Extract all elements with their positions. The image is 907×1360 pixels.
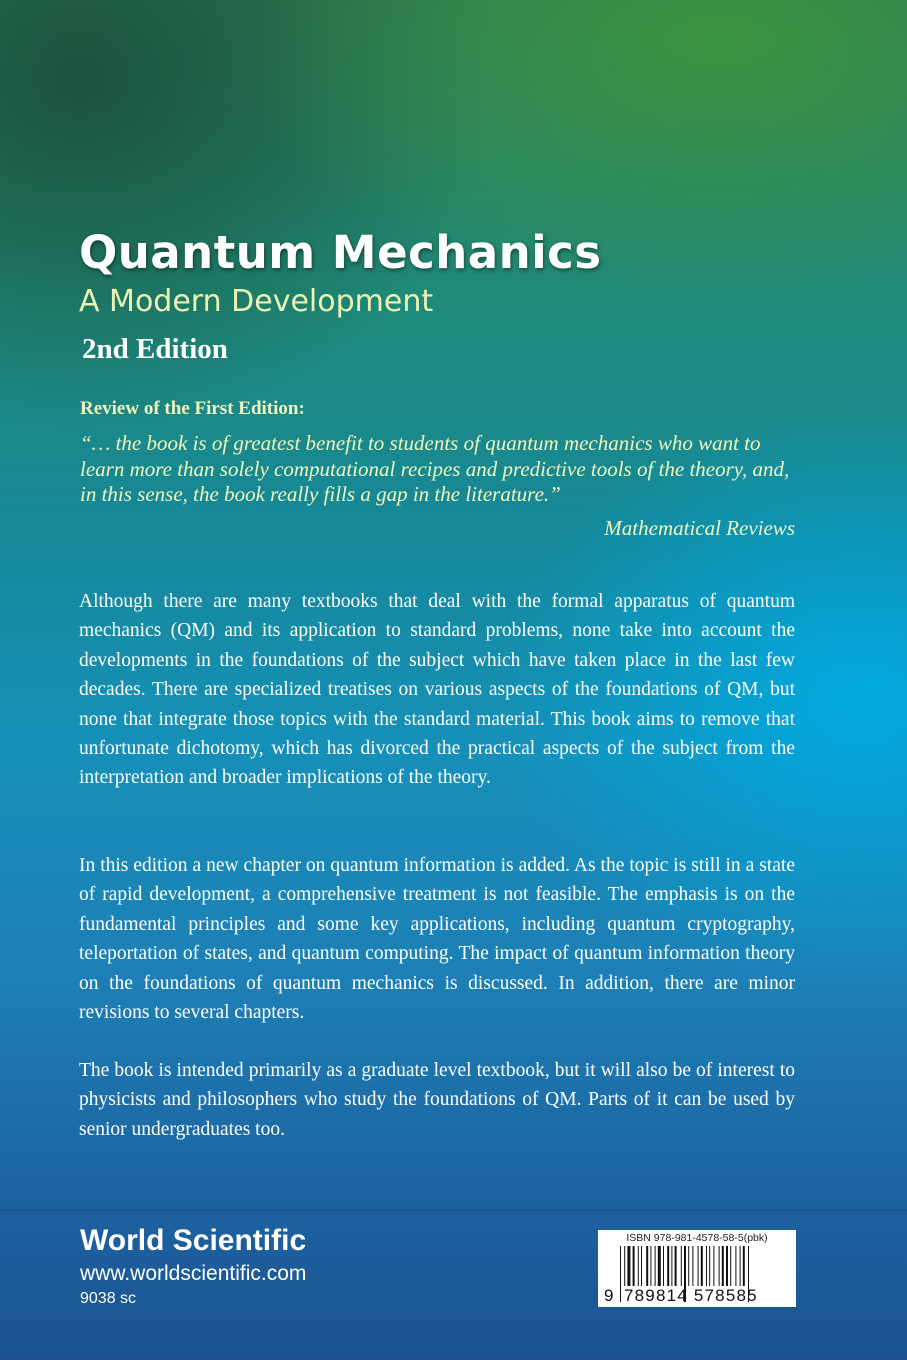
barcode-bar bbox=[641, 1246, 642, 1286]
barcode-bar bbox=[663, 1246, 664, 1286]
barcode-bar bbox=[698, 1246, 699, 1286]
barcode-bar bbox=[658, 1246, 661, 1286]
barcode-bar bbox=[624, 1246, 625, 1286]
isbn-label: ISBN 978-981-4578-58-5(pbk) bbox=[626, 1232, 768, 1244]
barcode-bar bbox=[620, 1246, 621, 1302]
catalog-code: 9038 sc bbox=[80, 1290, 137, 1307]
book-subtitle: A Modern Development bbox=[79, 284, 434, 319]
barcode-bar bbox=[688, 1246, 689, 1286]
barcode-bar bbox=[655, 1246, 656, 1286]
barcode-bar bbox=[726, 1246, 728, 1286]
barcode-bar bbox=[701, 1246, 703, 1286]
barcode-bar bbox=[667, 1246, 669, 1286]
barcode-bar bbox=[706, 1246, 707, 1286]
description-paragraph-1: Although there are many textbooks that deal with the formal apparatus of quantum mechanics (QM) and its application to standard problems, none take into account the developments in the foundations of the subject which have taken place in the last few decades. There are specialized treatises on various aspects of the foundations of QM, but none that integrate those topics with the standard material. This book aims to remove that unfortunate dichotomy, which has divorced the practical aspects of the subject from the interpretation and broader implications of the theory. bbox=[79, 591, 795, 789]
description-paragraph-2: In this edition a new chapter on quantum information is added. As the topic is still in a state of rapid development, a comprehensive treatment is not feasible. The emphasis is on the fundamental principles and some key applications, including quantum cryptography, teleportation of states, and quantum computing. The impact of quantum information theory on the foundations of quantum mechanics is discussed. In addition, there are minor revisions to several chapters. bbox=[79, 855, 795, 1024]
barcode-bar bbox=[646, 1246, 648, 1286]
barcode-bar bbox=[671, 1246, 672, 1286]
review-quote: “… the book is of greatest benefit to students of quantum mechanics who want to learn more than solely computational recipes and predictive tools of the theory, and, in this sense, the book really fills a gap in the literature.” bbox=[80, 431, 790, 506]
barcode-bar bbox=[633, 1246, 635, 1286]
barcode-bar bbox=[722, 1246, 724, 1286]
barcode-bar bbox=[709, 1246, 710, 1286]
description-paragraph-3: The book is intended primarily as a graduate level textbook, but it will also be of interest to physicists and philosophers who study the foundations of QM. Parts of it can be used by senior undergraduates too. bbox=[79, 1060, 795, 1140]
isbn-barcode bbox=[598, 1230, 796, 1307]
review-heading: Review of the First Edition: bbox=[80, 398, 305, 419]
book-title: Quantum Mechanics bbox=[79, 226, 602, 279]
publisher-website: www.worldscientific.com bbox=[80, 1262, 307, 1285]
barcode-bar bbox=[692, 1246, 693, 1286]
barcode-bar bbox=[740, 1246, 741, 1286]
barcode-bar bbox=[638, 1246, 639, 1286]
isbn-digits-rest: 789814 578585 bbox=[624, 1286, 758, 1305]
publisher-name: World Scientific bbox=[80, 1224, 307, 1257]
barcode-bar bbox=[627, 1246, 630, 1286]
barcode-bar bbox=[650, 1246, 651, 1286]
barcode-bar bbox=[735, 1246, 736, 1286]
isbn-digit-first: 9 bbox=[604, 1286, 615, 1305]
barcode-bar bbox=[730, 1246, 731, 1286]
barcode-bar bbox=[681, 1246, 682, 1286]
barcode-bar bbox=[719, 1246, 720, 1286]
barcode-bar bbox=[743, 1246, 745, 1286]
book-edition: 2nd Edition bbox=[82, 333, 228, 365]
barcode-bar bbox=[675, 1246, 677, 1286]
footer-divider bbox=[0, 1209, 907, 1216]
review-source: Mathematical Reviews bbox=[604, 516, 795, 540]
barcode-bar bbox=[713, 1246, 714, 1286]
